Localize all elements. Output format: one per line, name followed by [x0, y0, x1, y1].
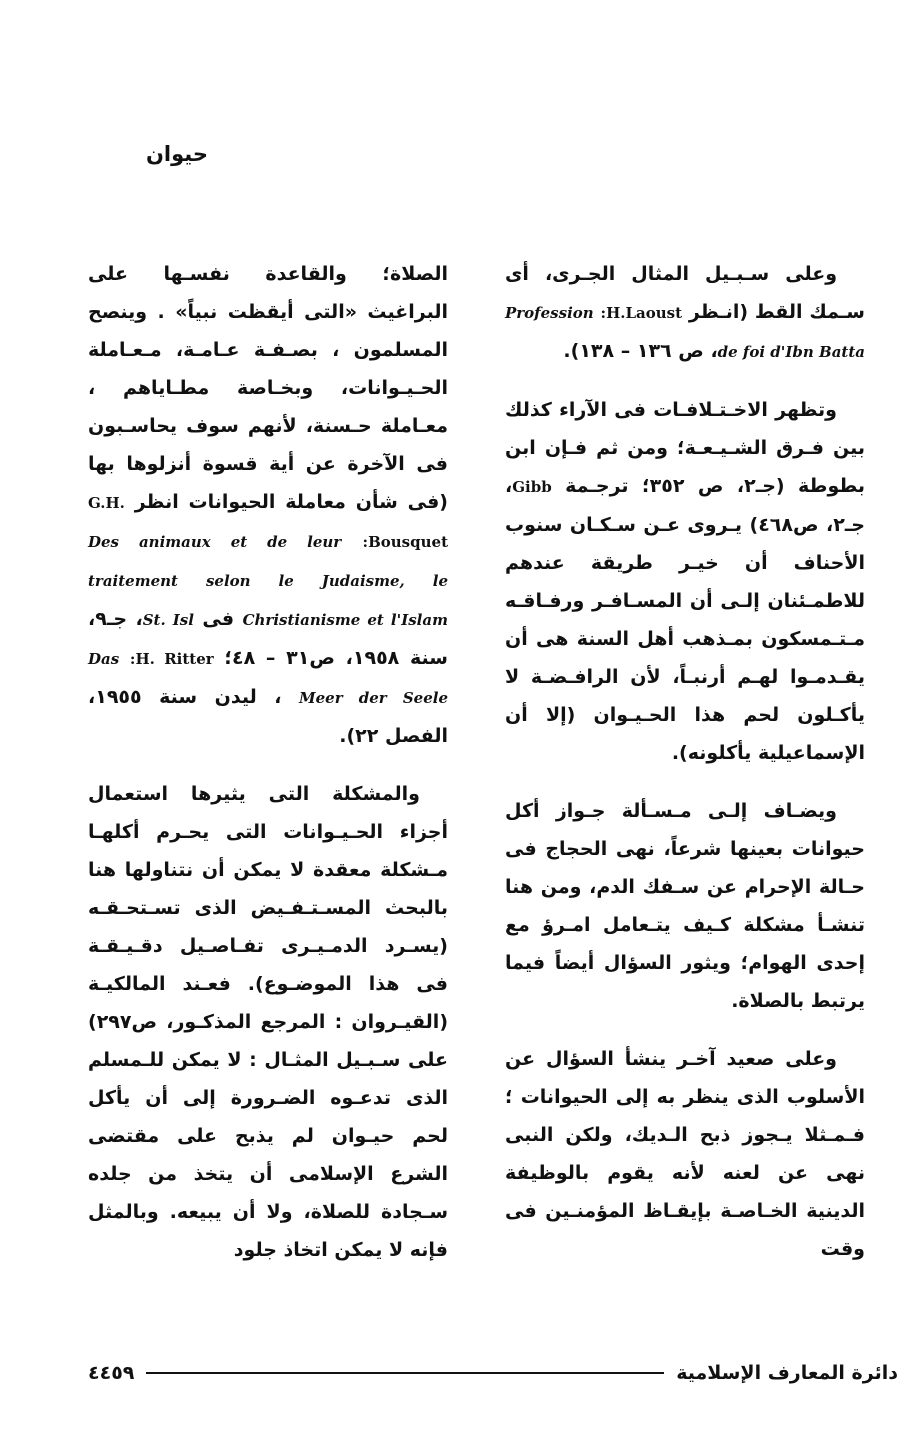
page-footer [88, 1358, 898, 1388]
citation-author: H.Laoust: [600, 304, 683, 322]
column-right [505, 255, 865, 1288]
paragraph-6: والمشكلة التى يثيرها استعمال أجزاء الحـيـوانات التى يحـرم أكلهـا مـشكلة معقدة لا يمكن أن نتناولها هنا بالبحث المسـتـفـيض الذى تسـتحـقـه (يسـرد الدمـيـرى تفـاصـيل دقـيـقـة فى هذا الموضـوع). فعـند المالكيـة (القيـروان : المرجع المذكـور، ص٢٩٧) على سـبـيل المثـال : لا يمكن للـمسلم الذى تدعـوه الضـرورة إلى أن يأكل لحم حيـوان لم يذبح على مقتضى الشرع الإسلامى أن يتخذ من جلده سـجادة للصلاة، ولا أن يبيعه. وبالمثل فإنه لا يمكن اتخاذ جلود [88, 783, 448, 1261]
paragraph-4: وعلى صعيد آخـر ينشأ السؤال عن الأسلوب الذى ينظر به إلى الحيوانات ؛ فـمـثلا يـجوز ذبح الـديك، ولكن النبى نهى عن لعنه لأنه يقوم بالوظيفة الدينية الخـاصـة بإيقـاظ المؤمنـين فى وقت [505, 1048, 865, 1260]
citation-author: G.H. Bousquet: [88, 494, 448, 551]
citation-title: Das Meer der Seele [88, 650, 448, 707]
footer-rule [146, 1372, 664, 1374]
paragraph-1: وعلى سـبـيل المثال الجـرى، أى سـمك القط (انـظر H.Laoust: Profession de foi d'Ibn Batta، ص ١٣٦ – ١٣٨). [505, 263, 865, 362]
paragraph-5: الصلاة؛ والقاعدة نفسـها على البراغيث «التى أيقظت نبياً» . وينصح المسلمون ، بصـفـة عـامـة، مـعـاملة الحـيـوانات، وبخـاصة مطـاياهم ، معـاملة حـسنة، لأنهم سوف يحاسـبون فى الآخرة عن أية قسوة أنزلوها بها (فى شأن معاملة الحيوانات انظر G.H. Bousquet: Des animaux et de leur traitement selon le Judaisme, le Christianisme et l'Islam فى St. Isl، جـ٩، سنة ١٩٥٨، ص٣١ – ٤٨؛ H. Ritter: Das Meer der Seele ، ليدن سنة ١٩٥٥، الفصل ٢٢). [88, 263, 448, 747]
paragraph-3: ويضـاف إلـى مـسـألة جـواز أكل حيوانات بعينها شرعاً، نهى الحجاج فى حـالة الإحرام عن سـفك الدم، ومن هنا تنشـأ مشكلة كـيف يتـعامل امـرؤ مع إحدى الهوام؛ ويثور السؤال أيضاً فيما يرتبط بالصلاة. [505, 800, 865, 1012]
running-header-title: حيوان [146, 142, 208, 166]
citation-title: Profession de foi d'Ibn Batta [505, 304, 865, 361]
citation-title: Des animaux et de leur traitement selon le Judaisme, le Christianisme et l'Islam [88, 533, 448, 629]
column-left [88, 255, 448, 1289]
page-number: ٤٤٥٩ [88, 1362, 135, 1384]
paragraph-2: وتظهر الاخـتـلافـات فى الآراء كذلك بين فـرق الشـيـعـة؛ ومن ثم فـإن ابن بطوطة (جـ٢، ص ٣٥٢؛ ترجـمة Gibb، جـ٢، ص٤٦٨) يـروى عـن سـكـان سنوب الأحناف أن خيـر طريقة عندهم للاطمـئنان إلـى أن المسـافـر ورفـاقـه مـتـمسكون بمـذهب أهل السنة هى أن يقـدمـوا لهـم أرنبـاً، لأن الرافـضـة لا يأكـلون لحم هذا الحـيـوان (إلا أن الإسماعيلية يأكلونه). [505, 399, 865, 764]
translator-name: Gibb [512, 478, 552, 496]
citation-author: H. Ritter: [129, 650, 214, 668]
citation-journal: St. Isl [142, 611, 194, 629]
footer-encyclopedia-title: دائرة المعارف الإسلامية [676, 1362, 898, 1384]
